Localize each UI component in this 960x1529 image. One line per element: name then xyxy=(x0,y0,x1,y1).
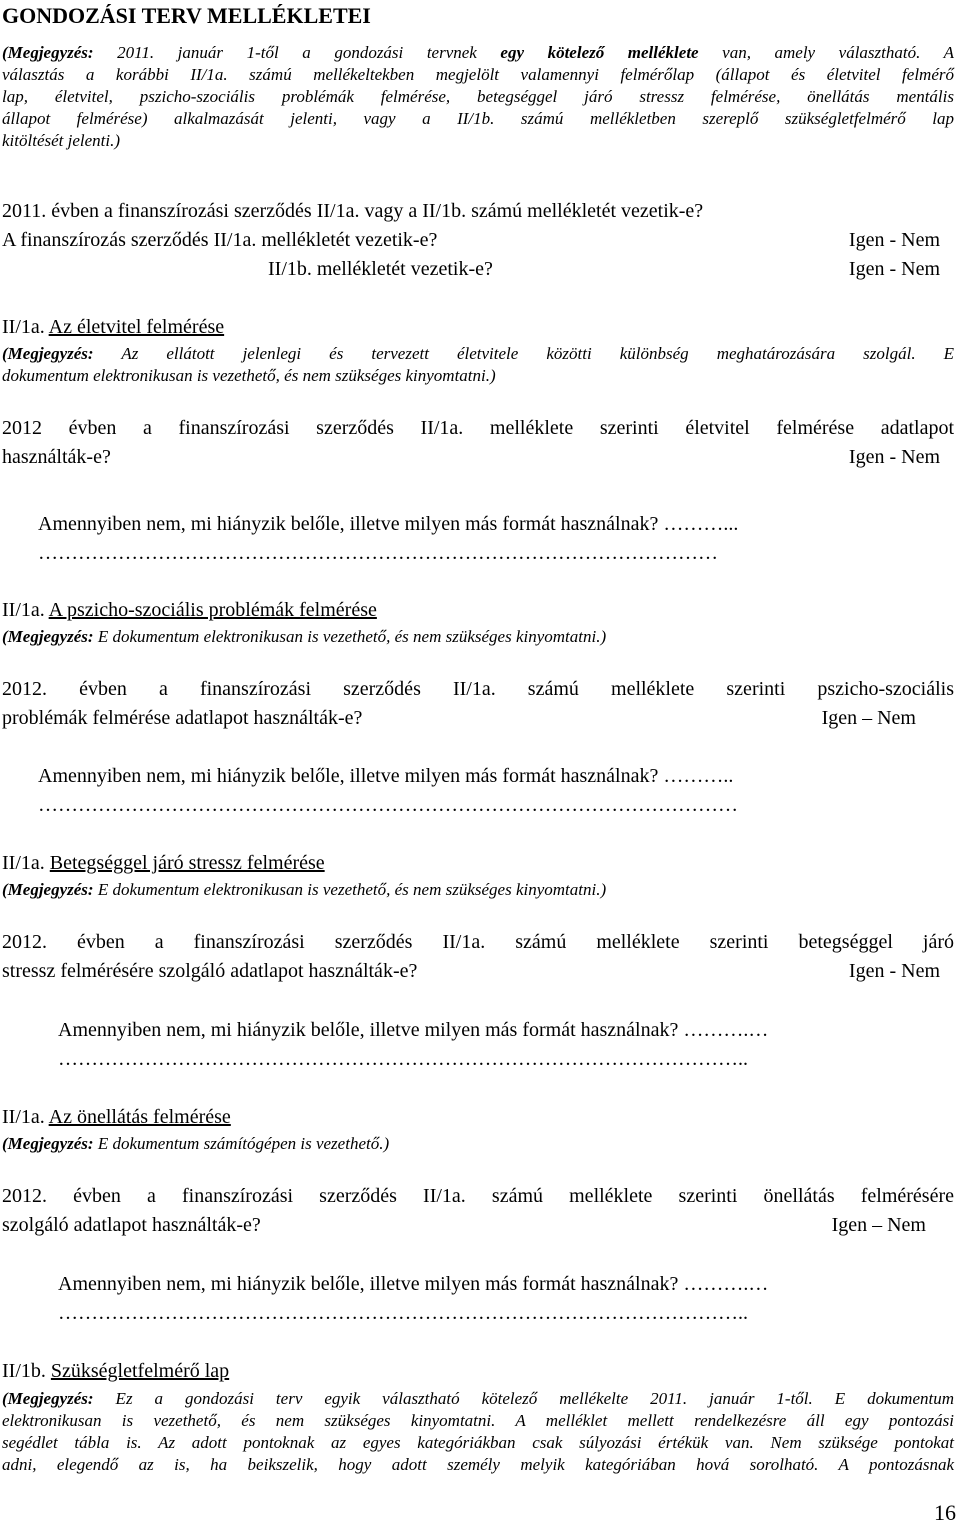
answer-option: Igen - Nem xyxy=(848,258,940,280)
note-text: E dokumentum elektronikusan is vezethető, és nem szükséges kinyomtatni.) xyxy=(93,880,607,899)
page-number: 16 xyxy=(934,1500,956,1525)
note-label: (Megjegyzés: xyxy=(2,627,94,646)
intro-text: van, amely választható. A xyxy=(698,43,954,62)
section-prefix: II/1a. xyxy=(2,852,50,874)
section-heading-onellatas xyxy=(2,1103,940,1132)
question-label: II/1b. mellékletét vezetik-e? xyxy=(268,258,493,280)
section-question-line2 xyxy=(2,443,940,472)
section-heading-pszicho xyxy=(2,596,940,625)
answer-option: Igen - Nem xyxy=(848,229,940,251)
missing-prompt: Amennyiben nem, mi hiányzik belőle, illetve milyen más formát használnak? ……….… xyxy=(58,1273,769,1295)
section-prefix: II/1b. xyxy=(2,1360,51,1382)
intro-line-5: kitöltését jelenti.) xyxy=(2,131,121,150)
section-title: Betegséggel járó stressz felmérése xyxy=(49,852,325,874)
answer-option: Igen - Nem xyxy=(848,960,940,982)
note-label: (Megjegyzés: xyxy=(2,880,94,899)
missing-prompt: Amennyiben nem, mi hiányzik belőle, illetve milyen más formát használnak? ……….… xyxy=(58,1019,769,1041)
section-note xyxy=(2,626,954,648)
section-note xyxy=(2,343,954,387)
note-text: adni, elegendő az is, ha beikszelik, hogy adott személy melyik kategóriában hová sorolható. A pontozásnak xyxy=(2,1455,954,1474)
section-question-line2 xyxy=(2,1211,940,1240)
note-text: E dokumentum számítógépen is vezethető.) xyxy=(93,1134,390,1153)
answer-option: Igen - Nem xyxy=(848,446,940,468)
section-prefix: II/1a. xyxy=(2,1106,49,1128)
question-label: A finanszírozás szerződés II/1a. mellékletét vezetik-e? xyxy=(2,229,438,251)
missing-prompt: Amennyiben nem, mi hiányzik belőle, illetve milyen más formát használnak? ………... xyxy=(38,513,739,535)
note-text: E dokumentum elektronikusan is vezethető, és nem szükséges kinyomtatni.) xyxy=(93,627,607,646)
intro-emphasis: egy kötelező melléklete xyxy=(500,43,699,62)
section-prefix: II/1a. xyxy=(2,316,49,338)
question-2011-b xyxy=(2,255,940,284)
note-text: segédlet tábla is. Az adott pontoknak az egyes kategóriákban csak súlyozási értékük van. Nem szüksége pontokat xyxy=(2,1433,954,1452)
intro-line-2: választás a korábbi II/1a. számú mellékeltekben megjelölt valamennyi felmérőlap (állapot és életvitel felmérő xyxy=(2,65,954,84)
note-text: Az ellátott jelenlegi és tervezett életvitele közötti különbség meghatározására szolgál. E xyxy=(93,344,954,363)
section-title: Az önellátás felmérése xyxy=(48,1106,231,1128)
section-question xyxy=(2,675,954,704)
note-label: (Megjegyzés: xyxy=(2,1389,94,1408)
answer-dots: …………………………………………………………………………………………… xyxy=(38,794,738,816)
answer-dots: ………………………………………………………………………………………….. xyxy=(58,1302,748,1324)
question-text: szolgáló adatlapot használták-e? xyxy=(2,1214,261,1236)
section-title: A pszicho-szociális problémák felmérése xyxy=(48,599,377,621)
question-text: stressz felmérésére szolgáló adatlapot használták-e? xyxy=(2,960,418,982)
question-text: 2012 évben a finanszírozási szerződés II/1a. melléklete szerinti életvitel felmérése adatlapot xyxy=(2,417,954,439)
section-prefix: II/1a. xyxy=(2,599,49,621)
answer-option: Igen – Nem xyxy=(831,1214,926,1236)
question-text: 2012. évben a finanszírozási szerződés II/1a. számú melléklete szerinti betegséggel járó xyxy=(2,931,954,953)
note-text: Ez a gondozási terv egyik választható kötelező mellékelte 2011. január 1-től. E dokumentum xyxy=(93,1389,954,1408)
section-heading-eletvitel xyxy=(2,313,940,342)
question-text: használták-e? xyxy=(2,446,111,468)
answer-dots: ………………………………………………………………………………………….. xyxy=(58,1048,748,1070)
intro-line-1 xyxy=(2,42,954,64)
section-title: Szükségletfelmérő lap xyxy=(50,1360,230,1382)
intro-line-4: állapot felmérése) alkalmazását jelenti, vagy a II/1b. számú mellékletben szereplő szükségletfelmérő lap xyxy=(2,109,954,128)
intro-line-3: lap, életvitel, pszicho-szociális problémák felmérése, betegséggel járó stressz felmérése, önellátás mentális xyxy=(2,87,954,106)
note-label: (Megjegyzés: xyxy=(2,344,94,363)
note-label: (Megjegyzés: xyxy=(2,43,94,62)
section-heading-szukseglet xyxy=(2,1357,940,1386)
question-2011-a xyxy=(2,226,940,255)
section-note xyxy=(2,879,954,901)
section-note xyxy=(2,1388,954,1476)
section-question xyxy=(2,928,954,957)
question-text: problémák felmérése adatlapot használták-e? xyxy=(2,707,363,729)
page-title: GONDOZÁSI TERV MELLÉKLETEI xyxy=(2,3,371,28)
note-text: elektronikusan is vezethető, és nem szükséges kinyomtatni. A melléklet mellett rendelkezésre áll egy pontozási xyxy=(2,1411,954,1430)
answer-option: Igen – Nem xyxy=(821,707,916,729)
section-question-line2 xyxy=(2,704,940,733)
question-text: 2012. évben a finanszírozási szerződés II/1a. számú melléklete szerinti önellátás felmérésére xyxy=(2,1185,954,1207)
section-title: Az életvitel felmérése xyxy=(48,316,225,338)
intro-note xyxy=(2,42,954,152)
section-heading-stressz xyxy=(2,849,940,878)
section-note xyxy=(2,1133,954,1155)
missing-prompt: Amennyiben nem, mi hiányzik belőle, illetve milyen más formát használnak? ……….. xyxy=(38,765,734,787)
section-question xyxy=(2,1182,954,1211)
section-question xyxy=(2,414,954,443)
question-text: 2012. évben a finanszírozási szerződés II/1a. számú melléklete szerinti pszicho-szociális xyxy=(2,678,954,700)
answer-dots: ………………………………………………………………………………………… xyxy=(38,542,718,564)
note-text: dokumentum elektronikusan is vezethető, és nem szükséges kinyomtatni.) xyxy=(2,366,496,385)
intro-text: 2011. január 1-től a gondozási tervnek xyxy=(93,43,501,62)
question-2011: 2011. évben a finanszírozási szerződés II/1a. vagy a II/1b. számú mellékletét vezetik-e? xyxy=(2,200,704,222)
note-label: (Megjegyzés: xyxy=(2,1134,94,1153)
section-question-line2 xyxy=(2,957,940,986)
